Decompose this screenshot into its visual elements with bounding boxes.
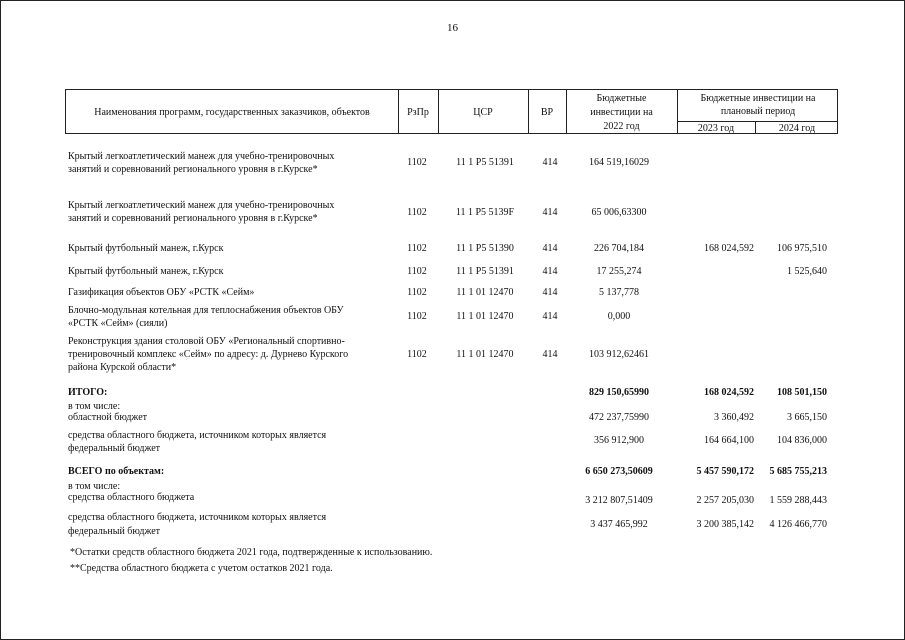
vsego-v2023: 5 457 590,172 xyxy=(696,466,754,477)
row-7-v2022: 103 912,62461 xyxy=(589,349,649,360)
row-6-csr: 11 1 01 12470 xyxy=(456,311,514,322)
row-2-vr: 414 xyxy=(542,207,558,218)
row-1-name-l2: занятий и соревнований регионального уровня в г.Курске* xyxy=(68,164,318,175)
row-4-v2024: 1 525,640 xyxy=(787,266,827,277)
row-5-rzpr: 1102 xyxy=(407,287,427,298)
itogo-sub1-v2022: 472 237,75990 xyxy=(589,412,649,423)
row-6-vr: 414 xyxy=(542,311,558,322)
itogo-label: ИТОГО: xyxy=(68,387,108,398)
table-header xyxy=(65,89,838,134)
row-1-vr: 414 xyxy=(542,157,558,168)
itogo-incl: в том числе: xyxy=(68,401,121,412)
row-3-v2022: 226 704,184 xyxy=(594,243,644,254)
row-5-csr: 11 1 01 12470 xyxy=(456,287,514,298)
itogo-v2022: 829 150,65990 xyxy=(589,387,649,398)
itogo-v2023: 168 024,592 xyxy=(704,387,754,398)
row-1-csr: 11 1 Р5 51391 xyxy=(456,157,514,168)
itogo-sub1-v2024: 3 665,150 xyxy=(787,412,827,423)
vsego-sub2-label-l2: федеральный бюджет xyxy=(68,526,161,537)
row-5-vr: 414 xyxy=(542,287,558,298)
header-vr: ВР xyxy=(540,107,554,118)
header-name: Наименования программ, государственных заказчиков, объектов xyxy=(94,107,370,118)
row-5-name: Газификация объектов ОБУ «РСТК «Сейм» xyxy=(68,287,255,298)
row-3-name: Крытый футбольный манеж, г.Курск xyxy=(68,243,224,254)
row-6-v2022: 0,000 xyxy=(607,311,631,322)
itogo-sub1-label: областной бюджет xyxy=(68,412,148,423)
row-5-v2022: 5 137,778 xyxy=(599,287,639,298)
vsego-sub1-label: средства областного бюджета xyxy=(68,492,195,503)
row-7-name-l1: Реконструкция здания столовой ОБУ «Региональный спортивно- xyxy=(68,336,345,347)
header-rzpr: РзПр xyxy=(407,107,429,118)
page-number: 16 xyxy=(447,22,458,34)
row-1-v2022: 164 519,16029 xyxy=(589,157,649,168)
header-2024: 2024 год xyxy=(778,123,816,134)
footnote-1: *Остатки средств областного бюджета 2021 года, подтвержденные к использованию. xyxy=(70,547,433,558)
itogo-sub2-v2023: 164 664,100 xyxy=(704,435,754,446)
header-plan-l1: Бюджетные инвестиции на xyxy=(700,93,816,104)
row-7-name-l2: тренировочный комплекс «Сейм» по адресу: д. Дурнево Курского xyxy=(68,349,349,360)
row-3-csr: 11 1 Р5 51390 xyxy=(456,243,514,254)
header-inv2022-l2: инвестиции на xyxy=(590,107,653,118)
row-2-v2022: 65 006,63300 xyxy=(591,207,647,218)
row-7-rzpr: 1102 xyxy=(407,349,427,360)
row-1-name-l1: Крытый легкоатлетический манеж для учебно-тренировочных xyxy=(68,151,335,162)
footnote-2: **Средства областного бюджета с учетом остатков 2021 года. xyxy=(70,563,333,574)
row-7-name-l3: района Курской области* xyxy=(68,362,177,373)
itogo-sub2-label-l2: федеральный бюджет xyxy=(68,443,161,454)
row-1-rzpr: 1102 xyxy=(407,157,427,168)
vsego-label: ВСЕГО по объектам: xyxy=(68,466,165,477)
row-4-csr: 11 1 Р5 51391 xyxy=(456,266,514,277)
vsego-incl: в том числе: xyxy=(68,481,121,492)
row-4-vr: 414 xyxy=(542,266,558,277)
vsego-sub2-v2022: 3 437 465,992 xyxy=(590,519,648,530)
vsego-sub1-v2023: 2 257 205,030 xyxy=(696,495,754,506)
row-6-name-l2: «РСТК «Сейм» (сияли) xyxy=(68,318,168,329)
row-6-name-l1: Блочно-модульная котельная для теплоснабжения объектов ОБУ xyxy=(68,305,344,316)
vsego-sub2-label-l1: средства областного бюджета, источником которых является xyxy=(68,512,327,523)
row-2-name-l2: занятий и соревнований регионального уровня в г.Курске* xyxy=(68,213,318,224)
row-6-rzpr: 1102 xyxy=(407,311,427,322)
header-inv2022-l1: Бюджетные xyxy=(596,93,647,104)
itogo-sub1-v2023: 3 360,492 xyxy=(714,412,754,423)
header-plan-l2: плановый период xyxy=(720,106,796,117)
row-7-csr: 11 1 01 12470 xyxy=(456,349,514,360)
row-3-rzpr: 1102 xyxy=(407,243,427,254)
vsego-v2024: 5 685 755,213 xyxy=(769,466,827,477)
header-csr: ЦСР xyxy=(473,107,493,118)
itogo-sub2-v2024: 104 836,000 xyxy=(777,435,827,446)
vsego-sub2-v2023: 3 200 385,142 xyxy=(696,519,754,530)
vsego-sub1-v2024: 1 559 288,443 xyxy=(769,495,827,506)
row-4-rzpr: 1102 xyxy=(407,266,427,277)
itogo-v2024: 108 501,150 xyxy=(777,387,827,398)
header-inv2022-l3: 2022 год xyxy=(603,121,640,132)
header-2023: 2023 год xyxy=(697,123,735,134)
itogo-sub2-v2022: 356 912,900 xyxy=(594,435,644,446)
row-2-name-l1: Крытый легкоатлетический манеж для учебно-тренировочных xyxy=(68,200,335,211)
vsego-sub1-v2022: 3 212 807,51409 xyxy=(585,495,653,506)
itogo-sub2-label-l1: средства областного бюджета, источником которых является xyxy=(68,430,327,441)
row-3-vr: 414 xyxy=(542,243,558,254)
row-7-vr: 414 xyxy=(542,349,558,360)
vsego-v2022: 6 650 273,50609 xyxy=(585,466,653,477)
row-4-name: Крытый футбольный манеж, г.Курск xyxy=(68,266,224,277)
row-4-v2022: 17 255,274 xyxy=(596,266,642,277)
vsego-sub2-v2024: 4 126 466,770 xyxy=(769,519,827,530)
row-2-csr: 11 1 Р5 5139F xyxy=(455,207,515,218)
row-3-v2024: 106 975,510 xyxy=(777,243,827,254)
row-3-v2023: 168 024,592 xyxy=(704,243,754,254)
row-2-rzpr: 1102 xyxy=(407,207,427,218)
